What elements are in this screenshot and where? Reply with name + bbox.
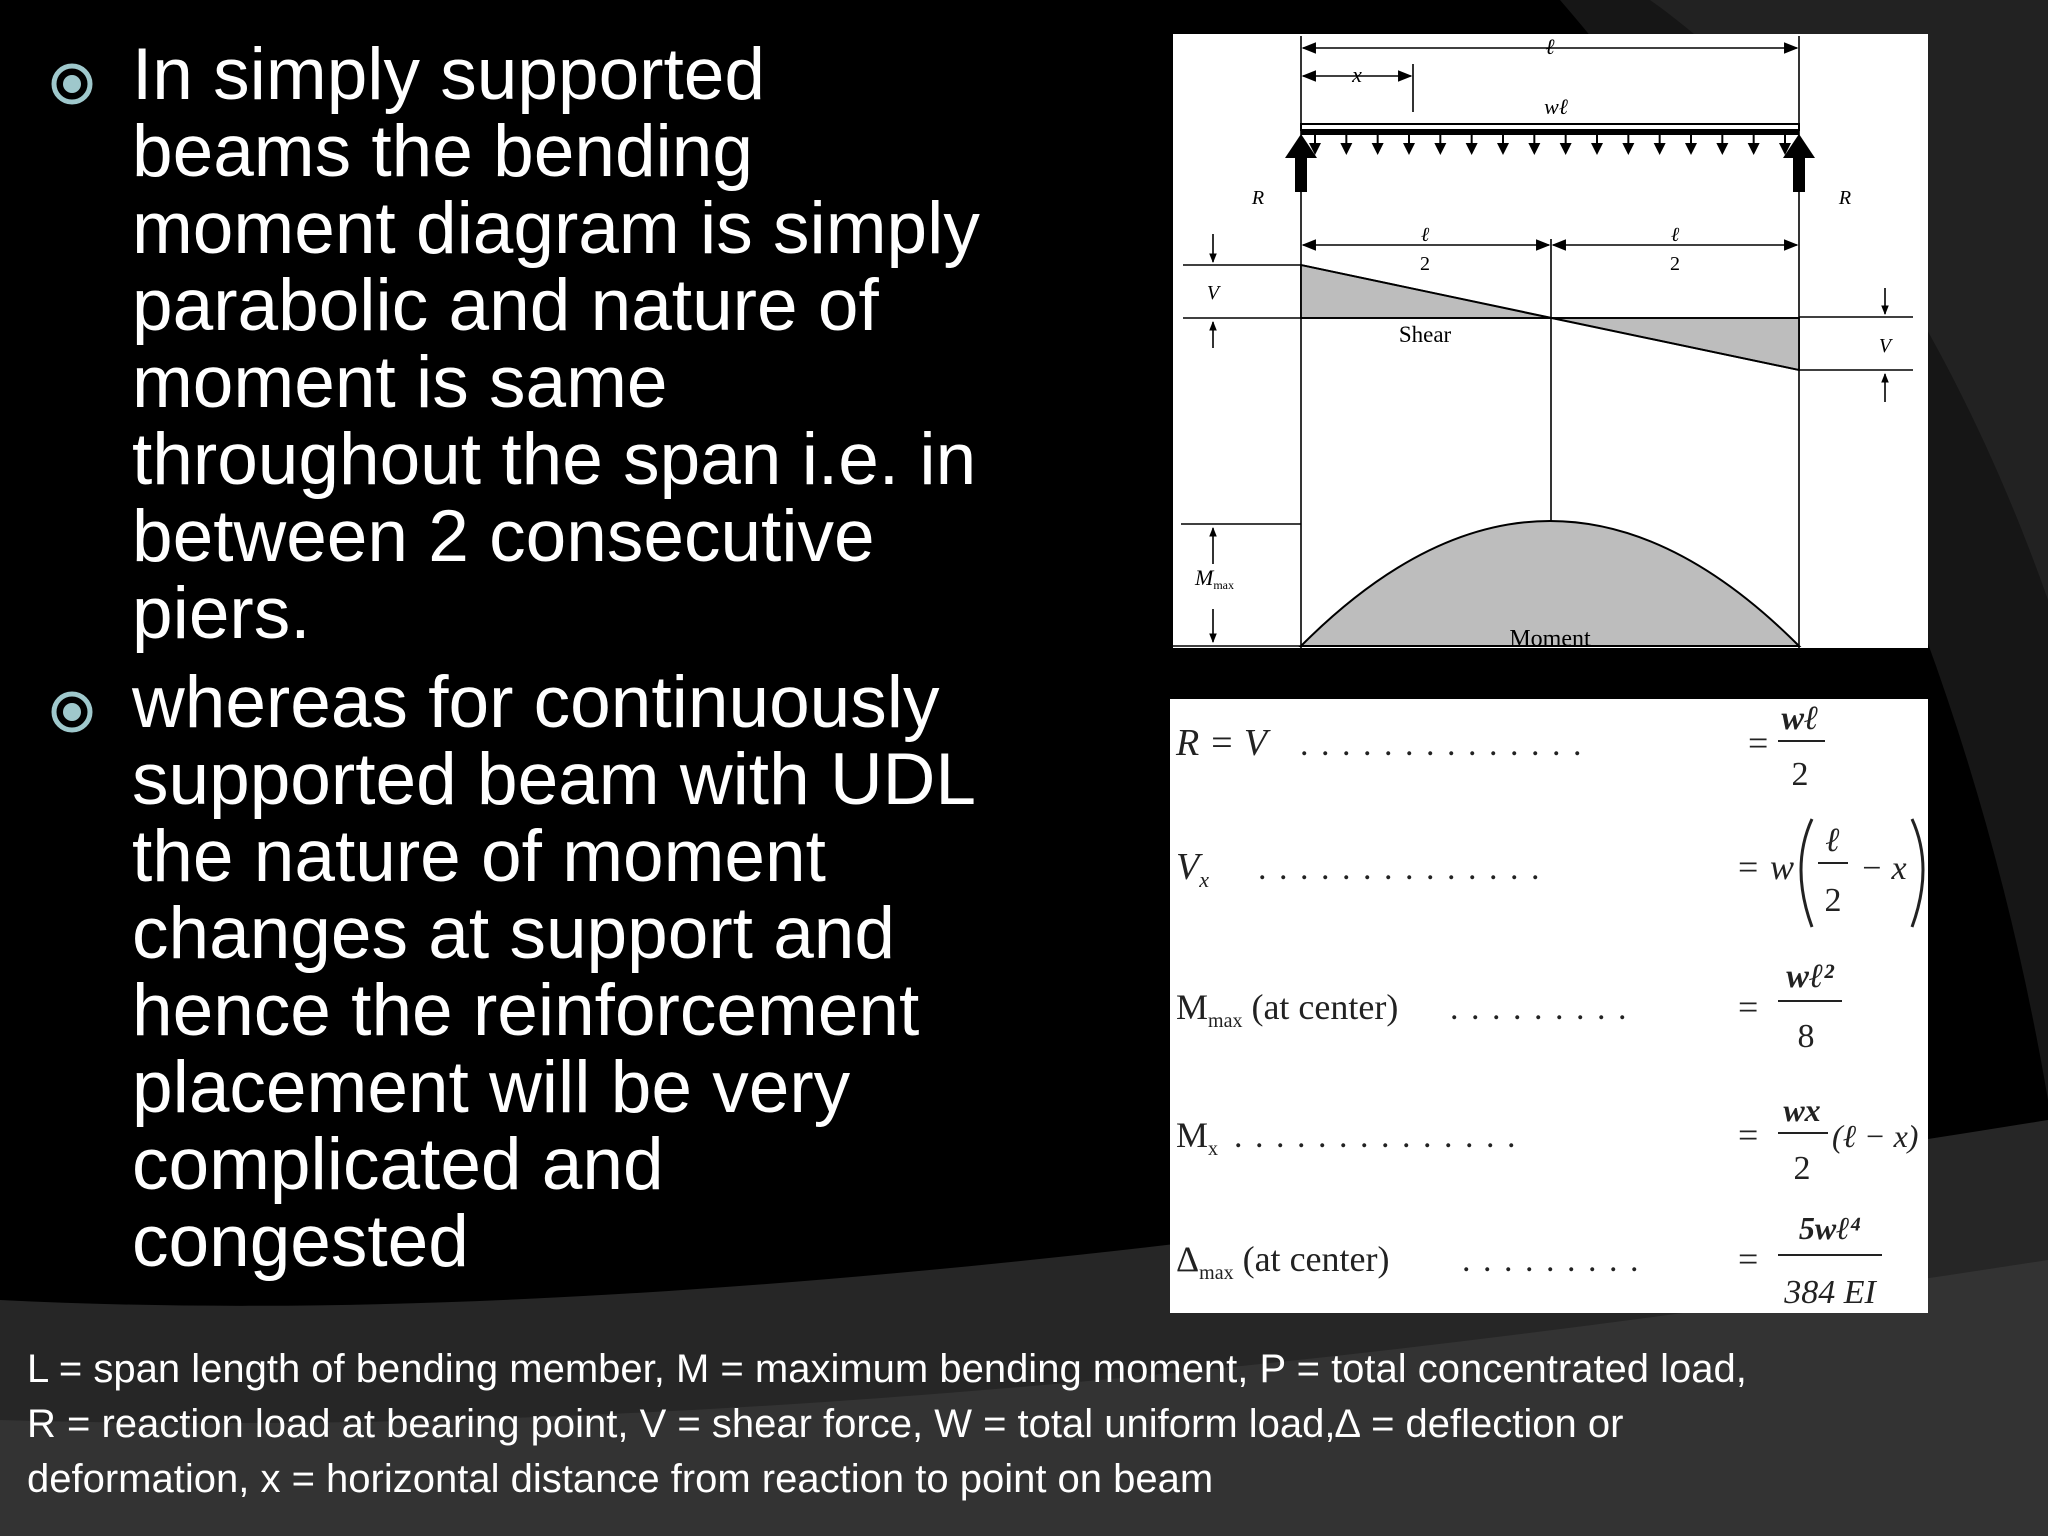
bullet-text-line: whereas for continuously [132,662,940,743]
symbol-legend [27,1342,2027,1507]
udl-arrow-head [1466,143,1478,155]
udl-arrow-head [1340,143,1352,155]
udl-arrow-head [1591,143,1603,155]
formula-left: $\Delta_{max}$ (at center) [1176,1239,1390,1284]
half-span-left-top: ℓ [1420,224,1430,246]
leader-dots: . . . . . . . . . . . . . . [1300,726,1584,763]
reaction-left-label: R [1251,187,1265,209]
load-label: wℓ [1544,94,1568,119]
udl-arrow-head [1685,143,1697,155]
equals-sign: = [1738,987,1759,1027]
bullet-text-line: between 2 consecutive [132,496,875,577]
formula-panel [1170,699,1928,1313]
bullet-list [50,36,1130,1292]
reaction-arrow-left [1285,134,1317,192]
bullet-text-line: congested [132,1201,469,1282]
numerator: wx [1783,1092,1821,1128]
udl-arrow-head [1560,143,1572,155]
bullet-text-line: placement will be very [132,1047,851,1128]
numerator: wℓ² [1786,958,1834,995]
bullet-item-simply-supported [50,36,1130,652]
leader-dots: . . . . . . . . . . . . . . [1234,1118,1518,1155]
circle-bullet-icon [50,62,94,106]
bullet-text-line: complicated and [132,1124,664,1205]
formula-left: $V_x$ [1176,846,1209,892]
legend-line: L = span length of bending member, M = maximum bending moment, P = total concentrated load, [27,1347,1747,1391]
numerator: 5wℓ⁴ [1798,1210,1862,1246]
udl-arrow-head [1622,143,1634,155]
bullet-text-line: the nature of moment [132,816,826,897]
denominator: 2 [1793,1150,1811,1187]
denominator: 8 [1797,1018,1815,1055]
bullet-text-line: hence the reinforcement [132,970,920,1051]
bullet-text-line: moment is same [132,342,668,423]
beam-formulas [1170,699,1928,1313]
udl-arrow-head [1716,143,1728,155]
bullet-text-line: supported beam with UDL [132,739,976,820]
udl-arrow-head [1748,143,1760,155]
equals-sign: = [1738,1239,1759,1279]
udl-arrow-head [1372,143,1384,155]
bullet-text-line: moment diagram is simply [132,188,980,269]
formula-shear-at-x [1176,819,1923,927]
half-span-right-bottom: 2 [1670,253,1680,275]
mmax-label: Mmax [1195,565,1234,592]
coefficient: w [1770,847,1795,887]
equals-sign: = [1738,1115,1759,1155]
formula-max-deflection [1176,1210,1882,1311]
bullet-text-line: piers. [132,573,311,654]
beam-diagram [1173,34,1928,648]
equals-sign: = [1748,723,1769,763]
reaction-arrow-right [1783,134,1815,192]
udl-arrow-head [1403,143,1415,155]
x-label: x [1352,62,1362,87]
formula-left: R = V [1176,722,1268,764]
denominator: 2 [1791,756,1809,793]
leader-dots: . . . . . . . . . [1462,1242,1641,1279]
bullet-text-line: In simply supported [132,34,765,115]
legend-line: deformation, x = horizontal distance from reaction to point on beam [27,1457,1214,1501]
udl-arrow-head [1654,143,1666,155]
bullet-text-line: changes at support and [132,893,896,974]
half-span-right-top: ℓ [1670,224,1680,246]
moment-label: Moment [1509,626,1591,648]
shear-v-right-label: V [1878,335,1892,357]
formula-tail: (ℓ − x) [1832,1118,1919,1154]
udl-arrow-head [1434,143,1446,155]
formula-moment-at-x [1176,1092,1918,1187]
shear-label: Shear [1398,322,1452,347]
leader-dots: . . . . . . . . . [1450,990,1629,1027]
udl-arrow-head [1497,143,1509,155]
bullet-text-line: throughout the span i.e. in [132,419,977,500]
numerator: ℓ [1825,822,1841,859]
leader-dots: . . . . . . . . . . . . . . [1258,850,1542,887]
formula-reaction [1175,700,1825,793]
shear-v-left-label: V [1206,282,1220,304]
reaction-right-label: R [1838,187,1852,209]
formula-tail: − x [1860,850,1907,887]
equals-sign: = [1738,847,1759,887]
formula-left: $M_x$ [1176,1115,1219,1160]
half-span-left-bottom: 2 [1420,253,1430,275]
bullet-text-line: parabolic and nature of [132,265,879,346]
bullet-item-continuous-beam [50,664,1130,1280]
span-label: ℓ [1545,34,1555,59]
denominator: 384 EI [1784,1274,1876,1311]
udl-arrow-head [1528,143,1540,155]
formula-left: $M_{max}$ (at center) [1176,987,1399,1032]
denominator: 2 [1824,882,1842,919]
beam-diagram-panel [1173,34,1928,648]
bullet-text-line: beams the bending [132,111,753,192]
legend-line: R = reaction load at bearing point, V = shear force, W = total uniform load,∆ = deflection or [27,1402,1624,1446]
circle-bullet-icon [50,690,94,734]
numerator: wℓ [1781,700,1819,737]
formula-max-moment [1176,958,1842,1055]
